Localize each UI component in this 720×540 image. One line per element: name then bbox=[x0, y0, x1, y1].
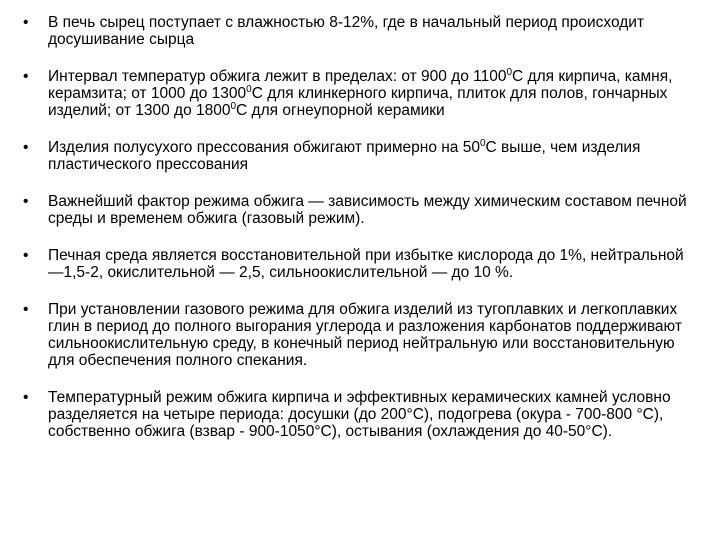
bullet-list bbox=[0, 14, 720, 460]
text-segment: В печь сырец поступает с влажностью 8-12%, где в начальный период происходит досушивание сырца bbox=[48, 14, 645, 48]
bullet-marker: • bbox=[23, 14, 29, 31]
bullet-marker: • bbox=[23, 139, 29, 156]
text-segment: С для огнеупорной керамики bbox=[236, 102, 445, 119]
bullet-marker: • bbox=[23, 247, 29, 264]
bullet-text bbox=[48, 247, 696, 281]
list-item bbox=[0, 139, 720, 173]
degree-superscript: 0 bbox=[246, 83, 252, 95]
list-item bbox=[0, 247, 720, 281]
text-segment: Печная среда является восстановительной при избытке кислорода до 1%, нейтральной —1,5-2, окислительной — 2,5, сильноокислительной — до 10 %. bbox=[48, 247, 684, 281]
list-item bbox=[0, 68, 720, 119]
degree-superscript: 0 bbox=[506, 66, 513, 78]
bullet-marker: • bbox=[23, 389, 29, 406]
bullet-text bbox=[48, 14, 696, 48]
bullet-text bbox=[48, 68, 696, 119]
text-segment: С для кирпича, камня, керамзита; от 1000 до 1300 bbox=[48, 68, 673, 102]
list-item bbox=[0, 14, 720, 48]
degree-superscript: 0 bbox=[479, 137, 486, 149]
text-segment: С выше, чем изделия пластического прессования bbox=[48, 139, 641, 173]
bullet-marker: • bbox=[23, 193, 29, 210]
text-segment: Важнейший фактор режима обжига — зависимость между химическим составом печной среды и временем обжига (газовый режим). bbox=[48, 193, 687, 227]
bullet-text bbox=[48, 389, 696, 440]
text-segment: Интервал температур обжига лежит в пределах: от 900 до 1100 bbox=[48, 68, 507, 85]
text-segment: Изделия полусухого прессования обжигают примерно на 50 bbox=[48, 139, 480, 156]
bullet-marker: • bbox=[23, 68, 29, 85]
list-item bbox=[0, 301, 720, 369]
bullet-marker: • bbox=[23, 301, 29, 318]
text-segment: Температурный режим обжига кирпича и эффективных керамических камней условно разделяется на четыре периода: досушки (до 200°С), подогрева (окура - 700-800 °С), собственно обжига (взвар - 900-1050°С), остывания (охлаждения до 40-50°С). bbox=[48, 389, 671, 440]
bullet-text bbox=[48, 139, 696, 173]
text-segment: При установлении газового режима для обжига изделий из тугоплавких и легкоплавких глин в период до полного выгорания углерода и разложения карбонатов поддерживают сильноокислительную среду, в конечный период нейтральную или восстановительную для обеспечения полного спекания. bbox=[48, 301, 682, 369]
bullet-text bbox=[48, 193, 696, 227]
list-item bbox=[0, 389, 720, 440]
bullet-text bbox=[48, 301, 696, 369]
degree-superscript: 0 bbox=[230, 100, 237, 112]
text-segment: С для клинкерного кирпича, плиток для полов, гончарных изделий; от 1300 до 1800 bbox=[48, 85, 668, 119]
list-item bbox=[0, 193, 720, 227]
